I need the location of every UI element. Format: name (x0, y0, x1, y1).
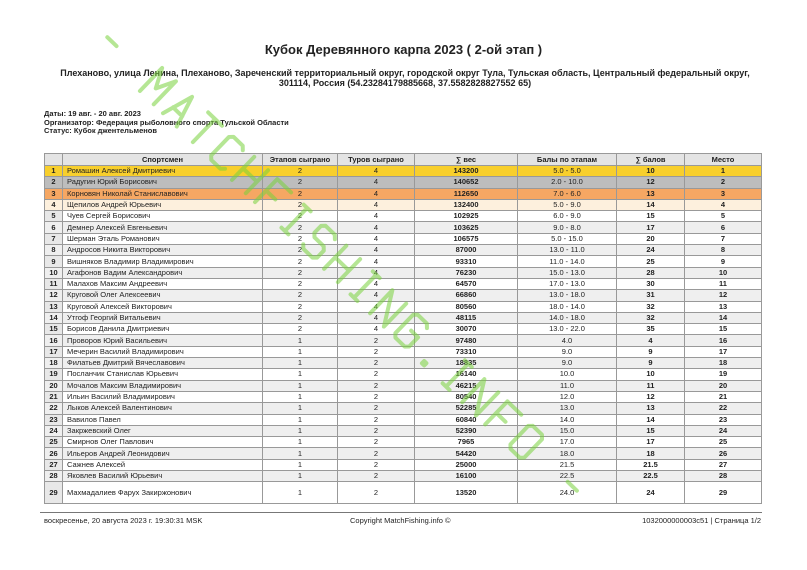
cell-place: 26 (685, 448, 762, 459)
cell-athlete: Посланчик Станислав Юрьевич (63, 369, 263, 380)
table-row (45, 471, 762, 482)
cell-stage-points: 22.5 (518, 471, 617, 482)
cell-athlete: Махмадалиев Фарух Закиржонович (63, 482, 263, 504)
cell-rounds-played: 4 (338, 177, 415, 188)
cell-athlete: Проворов Юрий Васильевич (63, 335, 263, 346)
cell-stage-points: 17.0 (518, 437, 617, 448)
column-header-total-points: ∑ балов (617, 154, 685, 166)
cell-rounds-played: 2 (338, 391, 415, 402)
cell-rounds-played: 4 (338, 312, 415, 323)
cell-row-number: 17 (45, 346, 63, 357)
cell-stage-points: 5.0 - 5.0 (518, 166, 617, 177)
cell-stages-played: 2 (263, 301, 338, 312)
cell-total-weight: 60840 (415, 414, 518, 425)
cell-stage-points: 15.0 (518, 425, 617, 436)
cell-stages-played: 2 (263, 199, 338, 210)
table-row (45, 211, 762, 222)
column-header-total-weight: ∑ вес (415, 154, 518, 166)
cell-row-number: 6 (45, 222, 63, 233)
cell-place: 4 (685, 199, 762, 210)
cell-stages-played: 2 (263, 324, 338, 335)
cell-total-weight: 64570 (415, 278, 518, 289)
table-row (45, 278, 762, 289)
cell-total-points: 20 (617, 233, 685, 244)
cell-total-points: 9 (617, 358, 685, 369)
cell-stages-played: 1 (263, 448, 338, 459)
cell-rounds-played: 2 (338, 346, 415, 357)
cell-total-points: 24 (617, 245, 685, 256)
cell-stage-points: 14.0 - 18.0 (518, 312, 617, 323)
cell-stage-points: 18.0 - 14.0 (518, 301, 617, 312)
cell-total-points: 18 (617, 448, 685, 459)
cell-rounds-played: 2 (338, 459, 415, 470)
cell-place: 12 (685, 290, 762, 301)
cell-athlete: Демнер Алексей Евгеньевич (63, 222, 263, 233)
cell-athlete: Смирнов Олег Павлович (63, 437, 263, 448)
cell-rounds-played: 2 (338, 482, 415, 504)
cell-place: 23 (685, 414, 762, 425)
cell-total-weight: 7965 (415, 437, 518, 448)
cell-stages-played: 2 (263, 211, 338, 222)
cell-place: 5 (685, 211, 762, 222)
cell-total-weight: 97480 (415, 335, 518, 346)
cell-total-points: 11 (617, 380, 685, 391)
cell-row-number: 21 (45, 391, 63, 402)
table-row (45, 290, 762, 301)
cell-total-weight: 54420 (415, 448, 518, 459)
cell-place: 20 (685, 380, 762, 391)
cell-total-weight: 102925 (415, 211, 518, 222)
cell-rounds-played: 4 (338, 301, 415, 312)
cell-total-weight: 46215 (415, 380, 518, 391)
event-meta (44, 110, 289, 136)
cell-rounds-played: 4 (338, 324, 415, 335)
cell-row-number: 29 (45, 482, 63, 504)
cell-total-weight: 16140 (415, 369, 518, 380)
cell-total-points: 14 (617, 414, 685, 425)
cell-place: 9 (685, 256, 762, 267)
cell-total-weight: 13520 (415, 482, 518, 504)
cell-rounds-played: 4 (338, 290, 415, 301)
cell-total-points: 14 (617, 199, 685, 210)
cell-total-points: 22.5 (617, 471, 685, 482)
cell-athlete: Мочалов Максим Владимирович (63, 380, 263, 391)
table-row (45, 199, 762, 210)
table-row (45, 324, 762, 335)
cell-total-weight: 30070 (415, 324, 518, 335)
table-row (45, 369, 762, 380)
cell-stage-points: 12.0 (518, 391, 617, 402)
cell-stages-played: 2 (263, 267, 338, 278)
cell-rounds-played: 4 (338, 188, 415, 199)
cell-stages-played: 1 (263, 437, 338, 448)
cell-stages-played: 1 (263, 380, 338, 391)
column-header-stages-played: Этапов сыграно (263, 154, 338, 166)
cell-stages-played: 2 (263, 278, 338, 289)
cell-row-number: 4 (45, 199, 63, 210)
cell-athlete: Утгоф Георгий Витальевич (63, 312, 263, 323)
cell-athlete: Корновян Николай Станиславович (63, 188, 263, 199)
cell-total-weight: 112650 (415, 188, 518, 199)
cell-row-number: 18 (45, 358, 63, 369)
cell-place: 25 (685, 437, 762, 448)
cell-athlete: Закржевский Олег (63, 425, 263, 436)
cell-row-number: 20 (45, 380, 63, 391)
cell-total-weight: 87000 (415, 245, 518, 256)
event-status: Статус: Кубок джентельменов (44, 126, 157, 135)
cell-athlete: Сажнев Алексей (63, 459, 263, 470)
cell-stages-played: 2 (263, 245, 338, 256)
cell-place: 14 (685, 312, 762, 323)
table-row (45, 403, 762, 414)
cell-rounds-played: 2 (338, 448, 415, 459)
cell-stage-points: 2.0 - 10.0 (518, 177, 617, 188)
cell-place: 1 (685, 166, 762, 177)
venue-address: Плеханово, улица Ленина, Плеханово, Зареченский территориальный округ, городской округ Тула, Тульская область, Центральный федеральный округ, 301114, Россия (54.23284179885668, 37.5582828827552 65) (60, 68, 750, 88)
cell-total-weight: 106575 (415, 233, 518, 244)
cell-row-number: 8 (45, 245, 63, 256)
cell-total-points: 15 (617, 211, 685, 222)
cell-row-number: 2 (45, 177, 63, 188)
cell-total-points: 10 (617, 166, 685, 177)
cell-total-points: 12 (617, 177, 685, 188)
column-header-stage-points: Балы по этапам (518, 154, 617, 166)
cell-athlete: Круговой Алексей Викторович (63, 301, 263, 312)
table-row (45, 267, 762, 278)
cell-rounds-played: 2 (338, 403, 415, 414)
table-row (45, 380, 762, 391)
cell-place: 6 (685, 222, 762, 233)
cell-place: 7 (685, 233, 762, 244)
cell-total-points: 12 (617, 391, 685, 402)
table-row (45, 256, 762, 267)
column-header-place: Место (685, 154, 762, 166)
cell-stage-points: 9.0 (518, 358, 617, 369)
cell-stage-points: 15.0 - 13.0 (518, 267, 617, 278)
table-row (45, 301, 762, 312)
cell-place: 19 (685, 369, 762, 380)
cell-total-weight: 103625 (415, 222, 518, 233)
cell-stage-points: 13.0 - 22.0 (518, 324, 617, 335)
table-row (45, 459, 762, 470)
cell-total-points: 35 (617, 324, 685, 335)
cell-total-weight: 48115 (415, 312, 518, 323)
cell-stage-points: 11.0 - 14.0 (518, 256, 617, 267)
cell-stages-played: 1 (263, 391, 338, 402)
cell-row-number: 13 (45, 301, 63, 312)
cell-total-weight: 93310 (415, 256, 518, 267)
cell-athlete: Ильин Василий Владимирович (63, 391, 263, 402)
cell-total-weight: 18835 (415, 358, 518, 369)
table-row (45, 482, 762, 504)
table-header (45, 154, 762, 166)
cell-athlete: Круговой Олег Алексеевич (63, 290, 263, 301)
cell-stages-played: 1 (263, 471, 338, 482)
cell-stage-points: 11.0 (518, 380, 617, 391)
cell-rounds-played: 4 (338, 245, 415, 256)
cell-stages-played: 1 (263, 358, 338, 369)
cell-athlete: Агафонов Вадим Александрович (63, 267, 263, 278)
footer-divider (40, 512, 762, 513)
cell-place: 10 (685, 267, 762, 278)
cell-total-weight: 143200 (415, 166, 518, 177)
cell-row-number: 9 (45, 256, 63, 267)
cell-place: 24 (685, 425, 762, 436)
cell-row-number: 24 (45, 425, 63, 436)
cell-rounds-played: 4 (338, 222, 415, 233)
table-row (45, 448, 762, 459)
page-title: Кубок Деревянного карпа 2023 ( 2-ой этап ) (264, 42, 543, 57)
cell-athlete: Малахов Максим Андреевич (63, 278, 263, 289)
event-dates: Даты: 19 авг. - 20 авг. 2023 (44, 109, 141, 118)
cell-total-points: 15 (617, 425, 685, 436)
cell-athlete: Андросов Никита Викторович (63, 245, 263, 256)
cell-total-weight: 140652 (415, 177, 518, 188)
table-row (45, 166, 762, 177)
cell-athlete: Щепилов Андрей Юрьевич (63, 199, 263, 210)
cell-place: 3 (685, 188, 762, 199)
cell-total-weight: 80540 (415, 391, 518, 402)
cell-rounds-played: 2 (338, 358, 415, 369)
cell-athlete: Лыков Алексей Валентинович (63, 403, 263, 414)
cell-stage-points: 9.0 (518, 346, 617, 357)
column-header-row-number (45, 154, 63, 166)
cell-stage-points: 21.5 (518, 459, 617, 470)
cell-total-points: 31 (617, 290, 685, 301)
cell-row-number: 12 (45, 290, 63, 301)
cell-stages-played: 2 (263, 188, 338, 199)
cell-stage-points: 13.0 - 18.0 (518, 290, 617, 301)
cell-row-number: 15 (45, 324, 63, 335)
cell-row-number: 27 (45, 459, 63, 470)
cell-place: 17 (685, 346, 762, 357)
cell-stages-played: 1 (263, 425, 338, 436)
table-row (45, 312, 762, 323)
table-row (45, 335, 762, 346)
cell-stages-played: 1 (263, 335, 338, 346)
cell-total-weight: 80560 (415, 301, 518, 312)
cell-athlete: Борисов Данила Дмитриевич (63, 324, 263, 335)
cell-place: 27 (685, 459, 762, 470)
cell-row-number: 7 (45, 233, 63, 244)
cell-rounds-played: 2 (338, 425, 415, 436)
cell-stages-played: 2 (263, 233, 338, 244)
cell-total-weight: 25000 (415, 459, 518, 470)
cell-total-weight: 132400 (415, 199, 518, 210)
cell-place: 15 (685, 324, 762, 335)
cell-stage-points: 5.0 - 9.0 (518, 199, 617, 210)
cell-athlete: Чуев Сергей Борисович (63, 211, 263, 222)
table-row (45, 346, 762, 357)
cell-total-points: 32 (617, 301, 685, 312)
cell-row-number: 16 (45, 335, 63, 346)
cell-rounds-played: 4 (338, 166, 415, 177)
cell-athlete: Радугин Юрий Борисович (63, 177, 263, 188)
cell-row-number: 5 (45, 211, 63, 222)
cell-total-points: 21.5 (617, 459, 685, 470)
cell-rounds-played: 2 (338, 380, 415, 391)
cell-total-weight: 52390 (415, 425, 518, 436)
cell-rounds-played: 4 (338, 267, 415, 278)
cell-total-points: 9 (617, 346, 685, 357)
cell-stage-points: 5.0 - 15.0 (518, 233, 617, 244)
cell-rounds-played: 4 (338, 278, 415, 289)
cell-athlete: Мечерин Василий Владимирович (63, 346, 263, 357)
cell-row-number: 23 (45, 414, 63, 425)
cell-stage-points: 4.0 (518, 335, 617, 346)
cell-total-weight: 73310 (415, 346, 518, 357)
cell-stage-points: 9.0 - 8.0 (518, 222, 617, 233)
cell-stage-points: 13.0 (518, 403, 617, 414)
cell-row-number: 11 (45, 278, 63, 289)
cell-stages-played: 2 (263, 312, 338, 323)
cell-total-points: 17 (617, 437, 685, 448)
cell-athlete: Филатьев Дмитрий Вячеславович (63, 358, 263, 369)
cell-row-number: 1 (45, 166, 63, 177)
column-header-rounds-played: Туров сыграно (338, 154, 415, 166)
cell-place: 8 (685, 245, 762, 256)
cell-rounds-played: 2 (338, 414, 415, 425)
cell-stages-played: 1 (263, 403, 338, 414)
cell-stages-played: 2 (263, 256, 338, 267)
cell-total-points: 30 (617, 278, 685, 289)
cell-rounds-played: 4 (338, 256, 415, 267)
cell-row-number: 22 (45, 403, 63, 414)
footer-copyright: Copyright MatchFishing.info © (350, 516, 451, 525)
cell-stage-points: 14.0 (518, 414, 617, 425)
table-row (45, 437, 762, 448)
table-row (45, 177, 762, 188)
cell-total-points: 13 (617, 403, 685, 414)
table-row (45, 391, 762, 402)
footer-page: 1032000000003c51 | Страница 1/2 (642, 516, 761, 525)
cell-row-number: 25 (45, 437, 63, 448)
cell-place: 29 (685, 482, 762, 504)
cell-rounds-played: 2 (338, 369, 415, 380)
cell-place: 21 (685, 391, 762, 402)
cell-athlete: Ильеров Андрей Леонидович (63, 448, 263, 459)
cell-total-weight: 16100 (415, 471, 518, 482)
cell-stage-points: 18.0 (518, 448, 617, 459)
cell-stages-played: 1 (263, 369, 338, 380)
cell-stages-played: 1 (263, 459, 338, 470)
cell-row-number: 19 (45, 369, 63, 380)
cell-total-points: 13 (617, 188, 685, 199)
cell-stages-played: 1 (263, 346, 338, 357)
cell-rounds-played: 4 (338, 211, 415, 222)
cell-stages-played: 1 (263, 414, 338, 425)
cell-stages-played: 2 (263, 166, 338, 177)
event-organizer: Организатор: Федерация рыболовного спорта Тульской Области (44, 117, 289, 127)
cell-stages-played: 2 (263, 177, 338, 188)
cell-stage-points: 6.0 - 9.0 (518, 211, 617, 222)
table-row (45, 358, 762, 369)
cell-stages-played: 2 (263, 290, 338, 301)
cell-total-points: 28 (617, 267, 685, 278)
cell-total-points: 25 (617, 256, 685, 267)
cell-place: 16 (685, 335, 762, 346)
cell-row-number: 10 (45, 267, 63, 278)
cell-total-points: 10 (617, 369, 685, 380)
cell-total-weight: 66860 (415, 290, 518, 301)
cell-place: 22 (685, 403, 762, 414)
cell-row-number: 14 (45, 312, 63, 323)
cell-stage-points: 13.0 - 11.0 (518, 245, 617, 256)
cell-row-number: 3 (45, 188, 63, 199)
cell-total-points: 4 (617, 335, 685, 346)
cell-athlete: Вишняков Владимир Владимирович (63, 256, 263, 267)
cell-rounds-played: 4 (338, 199, 415, 210)
cell-athlete: Яковлев Василий Юрьевич (63, 471, 263, 482)
table-row (45, 188, 762, 199)
cell-stage-points: 10.0 (518, 369, 617, 380)
cell-stages-played: 2 (263, 222, 338, 233)
cell-total-points: 17 (617, 222, 685, 233)
cell-rounds-played: 2 (338, 471, 415, 482)
cell-rounds-played: 2 (338, 335, 415, 346)
table-row (45, 222, 762, 233)
cell-athlete: Вавилов Павел (63, 414, 263, 425)
table-row (45, 245, 762, 256)
column-header-athlete: Спортсмен (63, 154, 263, 166)
cell-row-number: 28 (45, 471, 63, 482)
cell-place: 28 (685, 471, 762, 482)
cell-row-number: 26 (45, 448, 63, 459)
results-table (44, 153, 762, 504)
cell-place: 18 (685, 358, 762, 369)
cell-total-points: 32 (617, 312, 685, 323)
cell-place: 13 (685, 301, 762, 312)
cell-rounds-played: 2 (338, 437, 415, 448)
cell-athlete: Ромашин Алексей Дмитриевич (63, 166, 263, 177)
table-row (45, 233, 762, 244)
cell-stage-points: 24.0 (518, 482, 617, 504)
cell-total-points: 24 (617, 482, 685, 504)
cell-place: 11 (685, 278, 762, 289)
footer-datetime: воскресенье, 20 августа 2023 г. 19:30:31 MSK (44, 516, 203, 525)
cell-rounds-played: 4 (338, 233, 415, 244)
cell-athlete: Шерман Эталь Романович (63, 233, 263, 244)
cell-total-weight: 52285 (415, 403, 518, 414)
cell-place: 2 (685, 177, 762, 188)
cell-stage-points: 17.0 - 13.0 (518, 278, 617, 289)
cell-total-weight: 76230 (415, 267, 518, 278)
table-row (45, 414, 762, 425)
cell-stage-points: 7.0 - 6.0 (518, 188, 617, 199)
table-row (45, 425, 762, 436)
cell-stages-played: 1 (263, 482, 338, 504)
